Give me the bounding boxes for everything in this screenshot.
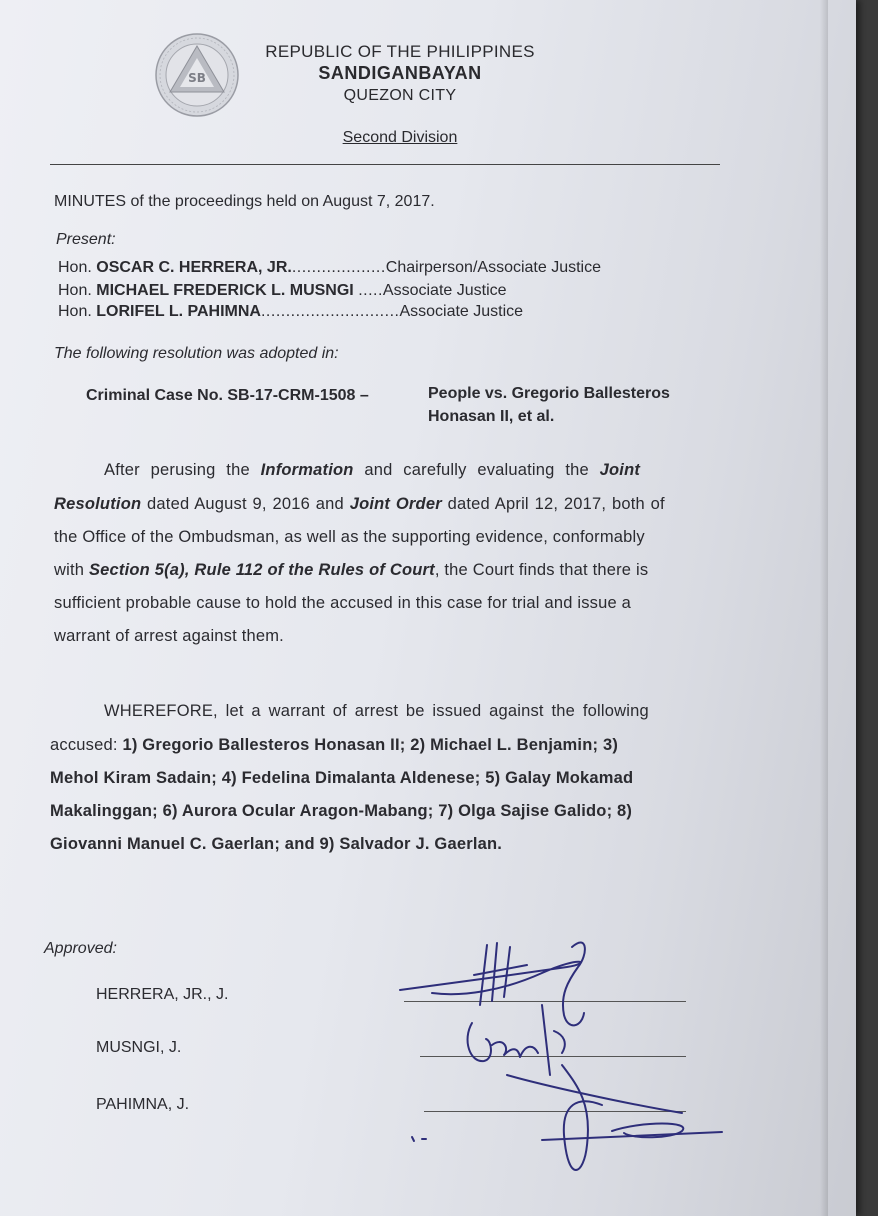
paragraph2-line4: Makalinggan; 6) Aurora Ocular Aragon-Mabang; 7) Olga Sajise Galido; 8) [50,802,633,820]
present-prefix: Hon. [58,259,92,276]
text-run: dated April 12, 2017, both of [441,495,665,513]
present-row-pahimna [58,303,523,321]
approved-label: Approved: [44,940,117,957]
case-title-line1: People vs. Gregorio Ballesteros [428,385,670,402]
paragraph1-line3: the Office of the Ombudsman, as well as the supporting evidence, conformably [54,528,645,546]
text-run-emphasis: Joint [599,461,641,479]
minutes-line: MINUTES of the proceedings held on August 7, 2017. [54,193,435,210]
text-run-emphasis: Resolution [54,495,142,513]
text-run: with [54,561,89,579]
handwritten-signatures [392,935,742,1200]
paragraph1-line2 [54,495,665,514]
header-republic: REPUBLIC OF THE PHILIPPINES [265,42,535,61]
paragraph1-line6: warrant of arrest against them. [54,627,284,645]
header-divider [50,164,720,165]
present-role: Associate Justice [399,303,524,320]
header-division: Second Division [342,129,458,146]
case-number: Criminal Case No. SB-17-CRM-1508 – [86,387,369,404]
present-label: Present: [56,231,116,248]
paragraph1-line4 [54,561,648,580]
paragraph1-line1 [104,461,640,480]
paragraph2-line3: Mehol Kiram Sadain; 4) Fedelina Dimalanta Aldenese; 5) Galay Mokamad [50,769,634,787]
text-run: and carefully evaluating the [353,461,600,479]
approver-musngi: MUSNGI, J. [96,1039,182,1056]
paragraph2-line2 [50,736,618,755]
present-row-musngi [58,282,507,300]
present-name: OSCAR C. HERRERA, JR. [96,259,292,276]
paragraph2-line5: Giovanni Manuel C. Gaerlan; and 9) Salvador J. Gaerlan. [50,835,503,853]
present-name: MICHAEL FREDERICK L. MUSNGI [96,282,354,299]
text-run: , the Court finds that there is [434,561,649,579]
text-run-emphasis: Information [260,461,354,479]
page-edge-shadow [820,0,828,1216]
case-title-line2: Honasan II, et al. [428,408,555,425]
text-run: accused: [50,736,123,754]
present-prefix: Hon. [58,303,92,320]
text-run-emphasis: Section 5(a), Rule 112 of the Rules of Court [88,561,435,579]
header-city: QUEZON CITY [343,87,457,104]
present-role: Chairperson/Associate Justice [385,259,602,276]
approver-herrera: HERRERA, JR., J. [96,986,229,1003]
present-prefix: Hon. [58,282,92,299]
present-dots: ..... [358,282,383,299]
present-row-herrera [58,259,601,277]
svg-text:SB: SB [188,71,206,85]
paragraph2-line1: WHEREFORE, let a warrant of arrest be issued against the following [104,702,649,720]
text-run: After perusing the [104,461,261,479]
present-dots: ............................ [260,303,400,320]
present-role: Associate Justice [382,282,507,299]
text-run-emphasis: 1) Gregorio Ballesteros Honasan II; 2) Michael L. Benjamin; 3) [122,736,619,754]
text-run-emphasis: Joint Order [349,495,442,513]
present-name: LORIFEL L. PAHIMNA [96,303,261,320]
text-run: dated August 9, 2016 and [141,495,350,513]
present-dots: ................... [291,259,386,276]
header-court-name: SANDIGANBAYAN [318,63,482,83]
approver-pahimna: PAHIMNA, J. [96,1096,190,1113]
resolution-intro: The following resolution was adopted in: [54,345,339,362]
paragraph1-line5: sufficient probable cause to hold the accused in this case for trial and issue a [54,594,632,612]
